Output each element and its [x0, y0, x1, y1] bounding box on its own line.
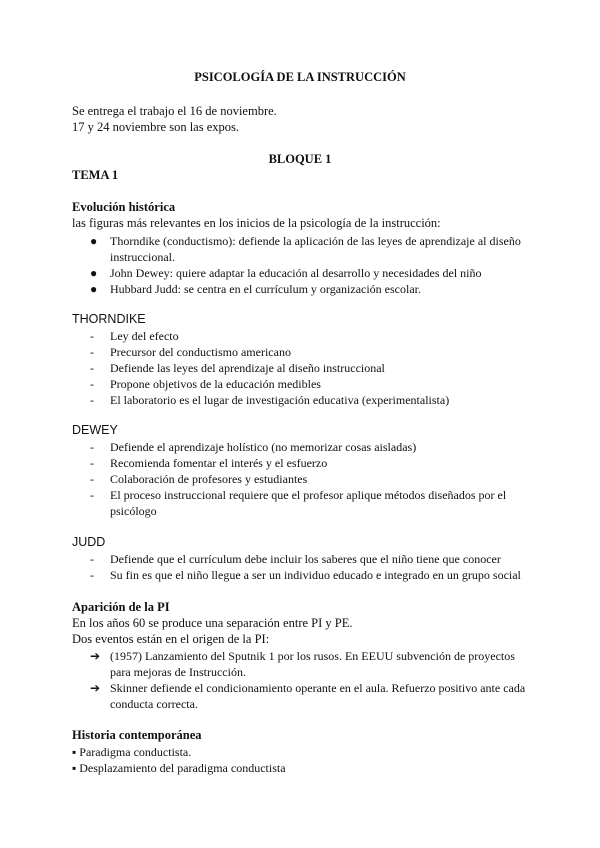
dash-marker: -	[90, 552, 94, 566]
tema-title: TEMA 1	[72, 168, 119, 182]
dash-marker: -	[90, 568, 94, 582]
evolucion-heading: Evolución histórica	[72, 200, 176, 214]
historia-heading: Historia contemporánea	[72, 728, 202, 742]
dewey-label: DEWEY	[72, 423, 118, 437]
evolucion-intro: las figuras más relevantes en los inicios de la psicología de la instrucción:	[72, 216, 441, 230]
list-item	[72, 376, 532, 392]
list-item	[72, 392, 532, 408]
aparicion-line-1: En los años 60 se produce una separación entre PI y PE.	[72, 616, 353, 630]
list-item	[72, 233, 532, 265]
arrow-marker: ➔	[90, 681, 101, 695]
aparicion-list	[72, 648, 532, 712]
list-item-text: El proceso instruccional requiere que el profesor aplique métodos diseñados por el psicólogo	[110, 488, 507, 518]
dash-marker: -	[90, 361, 94, 375]
list-item	[72, 744, 286, 760]
intro-line-2: 17 y 24 noviembre son las expos.	[72, 120, 239, 134]
dash-marker: -	[90, 329, 94, 343]
list-item-text: Recomienda fomentar el interés y el esfuerzo	[110, 456, 328, 470]
list-item	[72, 760, 286, 776]
list-item-text: Ley del efecto	[110, 329, 179, 343]
list-item	[72, 328, 532, 344]
list-item-text: Defiende que el currículum debe incluir los saberes que el niño tiene que conocer	[110, 552, 501, 566]
list-item	[72, 344, 532, 360]
list-item-text: Su fin es que el niño llegue a ser un individuo educado e integrado en un grupo social	[110, 568, 521, 582]
thorndike-label: THORNDIKE	[72, 312, 146, 326]
thorndike-list	[72, 328, 532, 408]
aparicion-line-2: Dos eventos están en el origen de la PI:	[72, 632, 270, 646]
evolucion-list	[72, 233, 532, 297]
list-item-text: Hubbard Judd: se centra en el currículum y organización escolar.	[110, 282, 421, 296]
list-item-text: Defiende las leyes del aprendizaje al diseño instruccional	[110, 361, 385, 375]
list-item	[72, 567, 532, 583]
list-item-text: Propone objetivos de la educación medibles	[110, 377, 321, 391]
dash-marker: -	[90, 488, 94, 502]
list-item	[72, 281, 532, 297]
list-item-text: Skinner defiende el condicionamiento operante en el aula. Refuerzo positivo ante cada conducta correcta.	[110, 681, 526, 711]
list-item-text: Paradigma conductista.	[79, 745, 192, 759]
list-item	[72, 265, 532, 281]
list-item-text: Defiende el aprendizaje holístico (no memorizar cosas aisladas)	[110, 440, 417, 454]
judd-label: JUDD	[72, 535, 106, 549]
bullet-marker: ●	[90, 266, 98, 280]
dash-marker: -	[90, 377, 94, 391]
list-item	[72, 471, 532, 487]
bullet-marker: ●	[90, 282, 98, 296]
arrow-marker: ➔	[90, 649, 101, 663]
intro-line-1: Se entrega el trabajo el 16 de noviembre.	[72, 104, 277, 118]
dash-marker: -	[90, 393, 94, 407]
list-item	[72, 360, 532, 376]
list-item-text: Desplazamiento del paradigma conductista	[79, 761, 286, 775]
list-item	[72, 487, 532, 519]
list-item	[72, 439, 532, 455]
list-item-text: (1957) Lanzamiento del Sputnik 1 por los rusos. En EEUU subvención de proyectos para mejoras de Instrucción.	[110, 649, 515, 679]
list-item-text: El laboratorio es el lugar de investigación educativa (experimentalista)	[110, 393, 450, 407]
dash-marker: -	[90, 440, 94, 454]
list-item-text: Thorndike (conductismo): defiende la aplicación de las leyes de aprendizaje al diseño instruccional.	[110, 234, 521, 264]
list-item-text: Colaboración de profesores y estudiantes	[110, 472, 308, 486]
judd-list	[72, 551, 532, 583]
dash-marker: -	[90, 345, 94, 359]
list-item	[72, 455, 532, 471]
aparicion-heading: Aparición de la PI	[72, 600, 170, 614]
dash-marker: -	[90, 456, 94, 470]
list-item	[72, 648, 532, 680]
list-item	[72, 680, 532, 712]
block-title: BLOQUE 1	[268, 152, 332, 166]
list-item	[72, 551, 532, 567]
list-item-text: John Dewey: quiere adaptar la educación al desarrollo y necesidades del niño	[110, 266, 482, 280]
dewey-list	[72, 439, 532, 519]
bullet-marker: ●	[90, 234, 98, 248]
historia-list	[72, 744, 286, 776]
square-marker: ▪	[72, 761, 77, 775]
list-item-text: Precursor del conductismo americano	[110, 345, 291, 359]
document-title: PSICOLOGÍA DE LA INSTRUCCIÓN	[194, 70, 406, 84]
square-marker: ▪	[72, 745, 77, 759]
dash-marker: -	[90, 472, 94, 486]
